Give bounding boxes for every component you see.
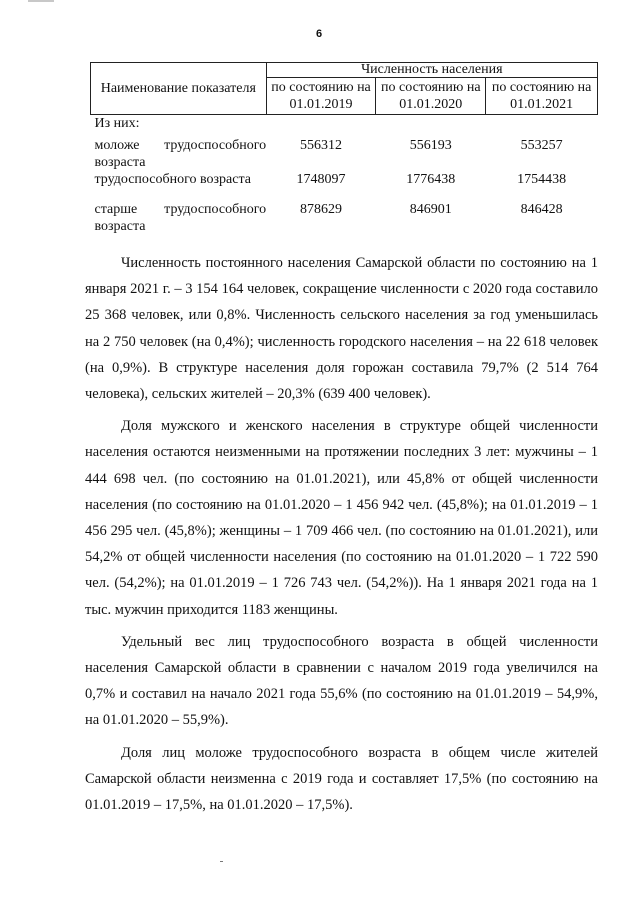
table-body <box>91 115 598 238</box>
paragraph-gender-structure: Доля мужского и женского населения в структуре общей численности населения остаются неизменными на протяжении последних 3 лет: мужчины – 1 444 698 чел. (по состоянию на 01.01.2021), или 45,8% от общей численности населения (по состоянию на 01.01.2020 – 1 456 942 чел. (45,8%); на 01.01.2019 – 1 456 295 чел. (45,8%); женщины – 1 709 466 чел. (по состоянию на 01.01.2021), или 54,2% от общей численности населения (по состоянию на 01.01.2020 – 1 722 590 чел. (54,2%); на 01.01.2019 – 1 726 743 чел. (54,2%)). На 1 января 2021 года на 1 тыс. мужчин приходится 1183 женщины. <box>85 418 598 618</box>
cell-value: 846428 <box>520 202 563 217</box>
paragraph-population-total: Численность постоянного населения Самарской области по состоянию на 1 января 2021 г. – 3 154 164 человек, сокращение численности с 2020 года составило 25 368 человек, или 0,8%. Численность сельского населения за год уменьшилась на 2 750 человек (на 0,4%); численность городского населения – на 22 618 человек (на 0,9%). В структуре населения доля горожан составила 79,7% (2 514 764 человека), сельских жителей – 20,3% (639 400 человек). <box>85 255 598 403</box>
column-header-2020: по состоянию на 01.01.2020 <box>376 78 486 115</box>
paragraph-working-age-share: Удельный вес лиц трудоспособного возраста в общей численности населения Самарской области в сравнении с началом 2019 года увеличился на 0,7% и составил на начало 2021 года 55,6% (по состоянию на 01.01.2019 – 54,9%, на 01.01.2020 – 55,9%). <box>85 633 598 729</box>
cell-value: 1776438 <box>406 172 456 187</box>
cell-value: 1748097 <box>296 172 346 187</box>
paragraph-under-working-age-share: Доля лиц моложе трудоспособного возраста в общем числе жителей Самарской области неизменна с 2019 года и составляет 17,5% (по состоянию на 01.01.2019 – 17,5%, на 01.01.2020 – 17,5%). <box>85 744 598 814</box>
column-header-2021: по состоянию на 01.01.2021 <box>486 78 598 115</box>
table-row <box>91 201 598 237</box>
page-number: 6 <box>315 28 323 40</box>
population-table <box>90 62 598 237</box>
cell-value: 556193 <box>409 138 452 153</box>
column-header-indicator: Наименование показателя <box>91 63 267 115</box>
column-group-header: Численность населения <box>266 63 597 78</box>
table-row <box>91 135 598 171</box>
document-body <box>85 250 598 824</box>
scan-artifact <box>28 0 54 2</box>
cell-value: 846901 <box>409 202 452 217</box>
cell-value: 878629 <box>300 202 343 217</box>
table-header <box>91 63 598 115</box>
row-subheader: Из них: <box>94 116 140 131</box>
scan-artifact <box>220 861 223 862</box>
row-label: моложе трудоспособного возраста <box>94 138 267 170</box>
row-label: трудоспособного возраста <box>94 172 251 187</box>
table-row <box>91 171 598 201</box>
cell-value: 556312 <box>300 138 343 153</box>
cell-value: 1754438 <box>517 172 567 187</box>
column-header-2019: по состоянию на 01.01.2019 <box>266 78 376 115</box>
cell-value: 553257 <box>520 138 563 153</box>
table-row <box>91 115 598 136</box>
row-label: старше трудоспособного возраста <box>94 202 267 234</box>
